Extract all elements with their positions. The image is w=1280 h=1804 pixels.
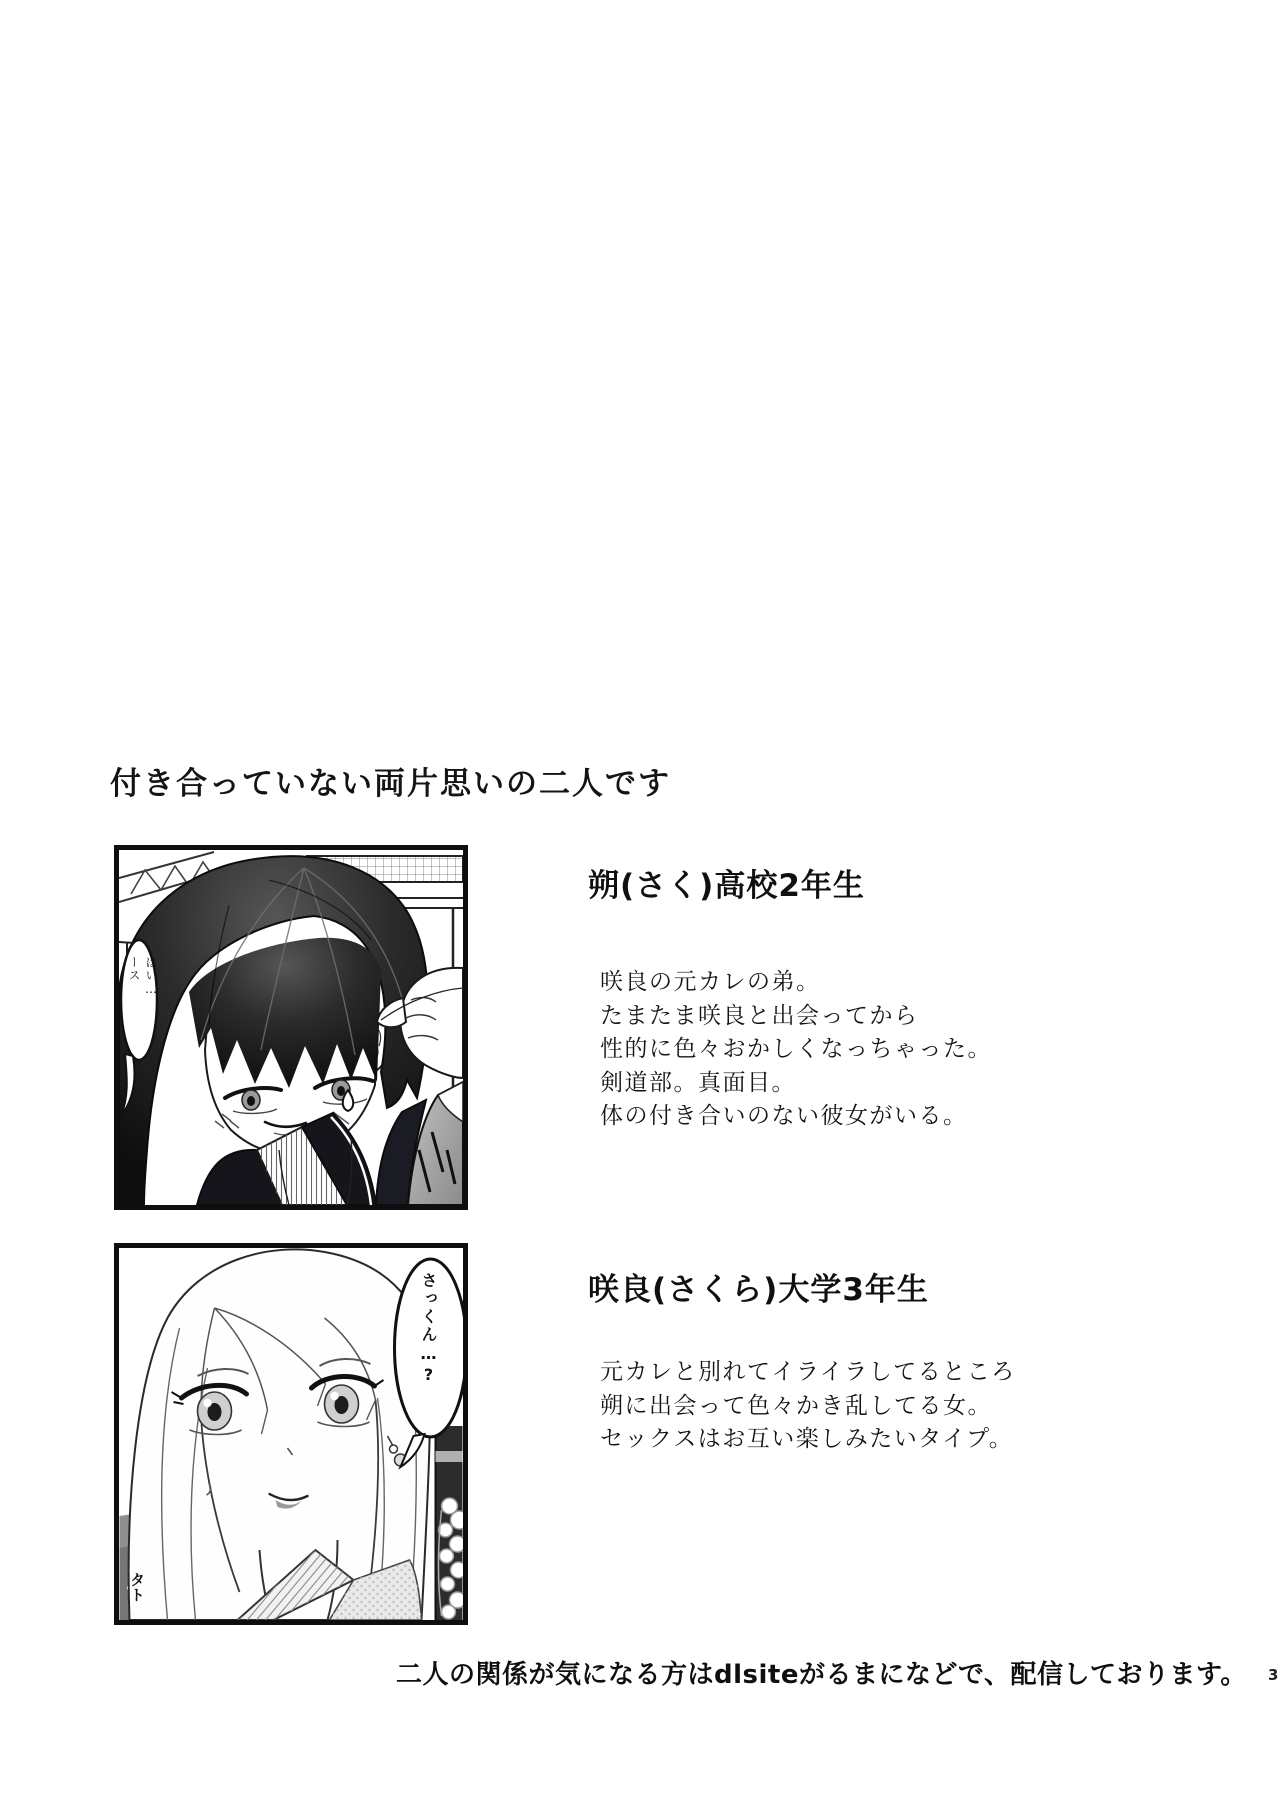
boy-speech-bubble-text: はい…ース [127, 956, 158, 997]
character-panel-saku [114, 845, 468, 1210]
character-name-saku: 朔(さく)高校2年生 [588, 868, 865, 904]
girl-speech-bubble-text: さっくん…? [419, 1272, 438, 1386]
character-description-saku [600, 966, 992, 1134]
boy-portrait-art [119, 850, 463, 1205]
sound-effect-text: タト [128, 1572, 146, 1602]
description-line: たまたま咲良と出会ってから [600, 1002, 919, 1029]
description-line: 咲良の元カレの弟。 [600, 969, 821, 995]
girl-hair-and-face [129, 1249, 430, 1620]
page-title: 付き合っていない両片思いの二人です [110, 766, 671, 802]
description-line: 性的に色々おかしくなっちゃった。 [600, 1036, 992, 1062]
footer-note: 二人の関係が気になる方はdlsiteがるまになどで、配信しております。 [396, 1660, 1247, 1690]
description-line: セックスはお互い楽しみたいタイプ。 [600, 1426, 1014, 1452]
character-name-sakura: 咲良(さくら)大学3年生 [588, 1272, 929, 1308]
description-line: 体の付き合いのない彼女がいる。 [600, 1103, 968, 1129]
character-description-sakura [600, 1356, 1016, 1457]
description-line: 元カレと別れてイライラしてるところ [600, 1359, 1016, 1385]
page-number: 3 [1268, 1666, 1279, 1684]
description-line: 朔に出会って色々かき乱してる女。 [600, 1392, 992, 1419]
description-line: 剣道部。真面目。 [600, 1069, 796, 1096]
